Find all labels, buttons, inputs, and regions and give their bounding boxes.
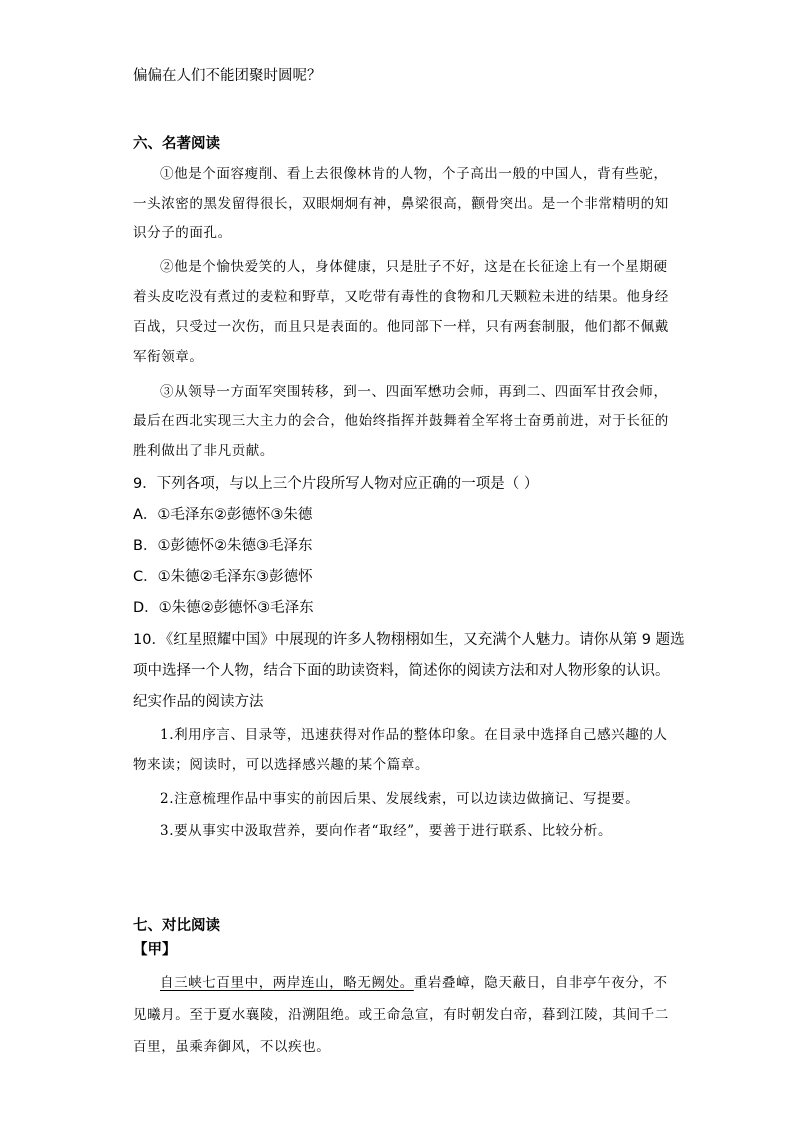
question-10-stem-line-2: 项中选择一个人物，结合下面的助读资料，简述你的阅读方法和对人物形象的认识。 xyxy=(133,663,670,679)
passage-1-line-3: 识分子的面孔。 xyxy=(133,225,232,241)
passage-2-line-4: 军衔领章。 xyxy=(133,349,204,365)
reading-aid-item-1-line-2: 物来读；阅读时，可以选择感兴趣的某个篇章。 xyxy=(133,757,430,773)
classical-passage-line-3: 百里，虽乘奔御风，不以疾也。 xyxy=(133,1039,331,1055)
passage-1-line-1: ①他是个面容瘦削、看上去很像林肯的人物，个子高出一般的中国人，背有些驼， xyxy=(160,166,668,182)
passage-1-line-2: 一头浓密的黑发留得很长，双眼炯炯有神，鼻梁很高，颧骨突出。是一个非常精明的知 xyxy=(133,196,669,212)
reading-aid-item-1-line-1: 1.利用序言、目录等，迅速获得对作品的整体印象。在目录中选择自己感兴趣的人 xyxy=(160,727,668,743)
question-9-option-c: C．①朱德②毛泽东③彭德怀 xyxy=(133,569,313,585)
passage-3-line-3: 胜利做出了非凡贡献。 xyxy=(133,443,274,459)
classical-passage-line-1 xyxy=(160,971,668,991)
question-10-stem-line-1: 10．《红星照耀中国》中展现的许多人物栩栩如生，又充满个人魅力。请你从第 9 题选 xyxy=(133,632,685,648)
underlined-sentence: 自三峡七百里中，两岸连山，略无阙处。 xyxy=(160,975,414,991)
passage-3-line-2: 最后在西北实现三大主力的会合，他始终指挥并鼓舞着全军将士奋勇前进，对于长征的 xyxy=(133,413,669,429)
passage-3-line-1: ③从领导一方面军突围转移，到一、四面军懋功会师，再到二、四面军甘孜会师， xyxy=(160,384,668,400)
classical-passage-line-1-rest: 重岩叠嶂，隐天蔽日，自非亭午夜分，不 xyxy=(413,975,668,991)
section-6-title: 六、名著阅读 xyxy=(133,136,220,152)
previous-question-tail: 偏偏在人们不能团聚时圆呢？ xyxy=(133,68,322,84)
question-9-option-d: D．①朱德②彭德怀③毛泽东 xyxy=(133,600,314,616)
section-7-title: 七、对比阅读 xyxy=(133,918,220,934)
passage-2-line-2: 着头皮吃没有煮过的麦粒和野草，又吃带有毒性的食物和几天颗粒未进的结果。他身经 xyxy=(133,289,669,305)
classical-passage-line-2: 见曦月。至于夏水襄陵，沿溯阻绝。或王命急宣，有时朝发白帝，暮到江陵，其间千二 xyxy=(133,1007,669,1023)
reading-aid-title: 纪实作品的阅读方法 xyxy=(133,694,264,710)
question-9-option-b: B．①彭德怀②朱德③毛泽东 xyxy=(133,538,313,554)
section-7-subtitle: 【甲】 xyxy=(133,942,177,958)
question-9-option-a: A．①毛泽东②彭德怀③朱德 xyxy=(133,507,313,523)
question-9-stem: 9．下列各项，与以上三个片段所写人物对应正确的一项是（ ） xyxy=(133,476,539,492)
reading-aid-item-3: 3.要从事实中汲取营养，要向作者“取经”，要善于进行联系、比较分析。 xyxy=(160,823,613,839)
reading-aid-item-2: 2.注意梳理作品中事实的前因后果、发展线索，可以边读边做摘记、写提要。 xyxy=(160,791,640,807)
passage-2-line-1: ②他是个愉快爱笑的人，身体健康，只是肚子不好，这是在长征途上有一个星期硬 xyxy=(160,259,668,275)
passage-2-line-3: 百战，只受过一次伤，而且只是表面的。他同部下一样，只有两套制服，他们都不佩戴 xyxy=(133,319,669,335)
